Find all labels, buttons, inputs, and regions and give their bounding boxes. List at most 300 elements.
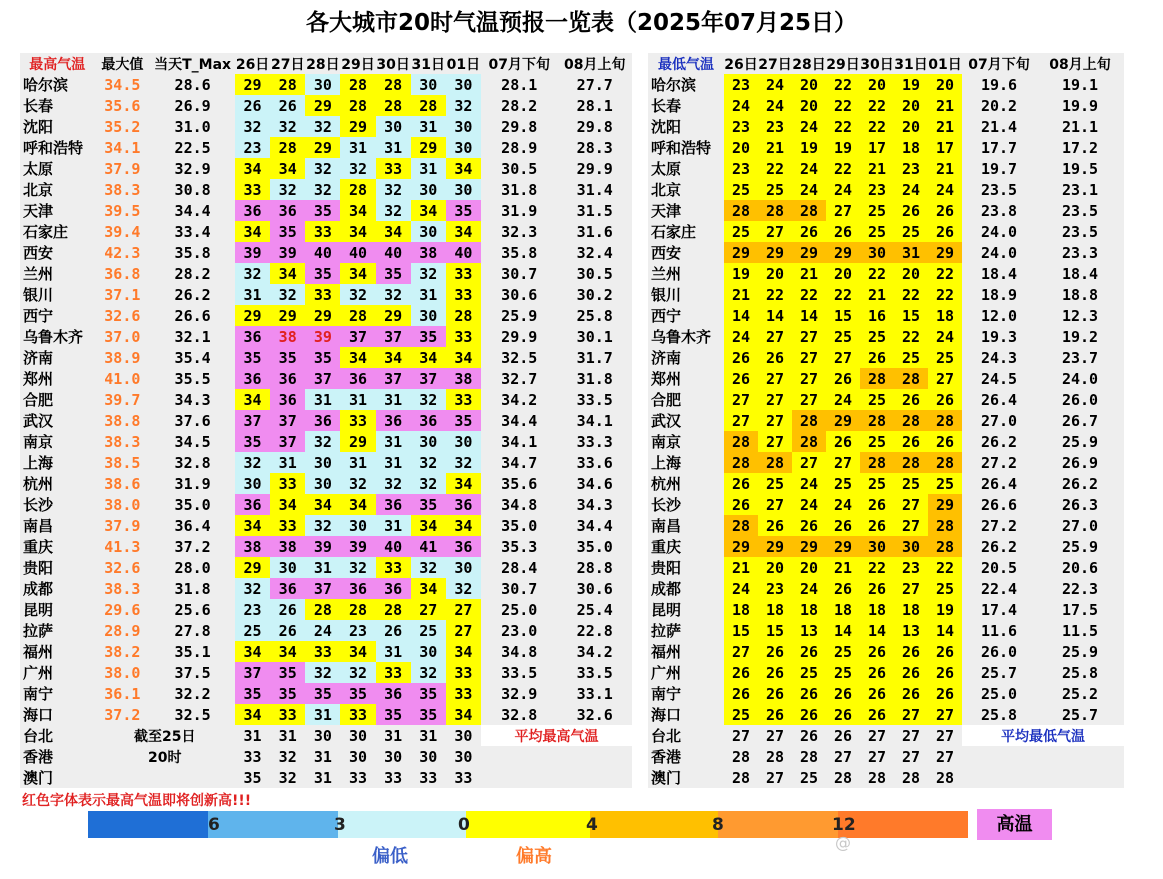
forecast-cell: 23 — [894, 557, 928, 578]
forecast-cell: 29 — [792, 536, 826, 557]
table-row — [20, 326, 632, 347]
forecast-cell: 25 — [758, 473, 792, 494]
forecast-cell: 34 — [376, 221, 411, 242]
forecast-cell: 32 — [411, 557, 446, 578]
forecast-cell: 31 — [376, 137, 411, 158]
city-name: 西安 — [648, 242, 724, 263]
forecast-cell: 30 — [446, 137, 481, 158]
forecast-cell: 34 — [411, 200, 446, 221]
forecast-cell: 22 — [894, 326, 928, 347]
forecast-cell: 26 — [928, 200, 962, 221]
forecast-cell: 32 — [340, 662, 375, 683]
forecast-cell: 24 — [758, 95, 792, 116]
forecast-cell: 23 — [724, 74, 758, 95]
table-row — [648, 368, 1124, 389]
forecast-cell: 26 — [928, 662, 962, 683]
scale-tick: 12 — [832, 815, 856, 835]
forecast-cell: 28 — [758, 200, 792, 221]
forecast-cell: 33 — [446, 389, 481, 410]
forecast-cell: 23 — [724, 116, 758, 137]
city-name: 乌鲁木齐 — [20, 326, 94, 347]
forecast-cell: 25 — [928, 473, 962, 494]
forecast-cell: 35 — [411, 494, 446, 515]
today-tmax: 35.8 — [150, 242, 235, 263]
forecast-cell: 32 — [411, 389, 446, 410]
forecast-cell: 29 — [305, 305, 340, 326]
forecast-cell: 25 — [894, 473, 928, 494]
forecast-cell: 32 — [411, 452, 446, 473]
forecast-cell: 33 — [305, 641, 340, 662]
forecast-cell: 37 — [340, 326, 375, 347]
forecast-cell: 28 — [928, 410, 962, 431]
city-name: 呼和浩特 — [648, 137, 724, 158]
city-name: 哈尔滨 — [20, 74, 94, 95]
late-july-avg: 20.2 — [962, 95, 1036, 116]
min-temp-table — [648, 53, 1124, 788]
table-row — [648, 242, 1124, 263]
forecast-cell: 26 — [376, 620, 411, 641]
city-name: 昆明 — [648, 599, 724, 620]
forecast-cell: 32 — [376, 473, 411, 494]
table-row — [648, 494, 1124, 515]
forecast-cell: 27 — [826, 746, 860, 767]
today-tmax: 32.9 — [150, 158, 235, 179]
max-value: 39.7 — [94, 389, 150, 410]
city-name: 南昌 — [648, 515, 724, 536]
table-row — [20, 347, 632, 368]
early-aug-avg: 12.3 — [1036, 305, 1124, 326]
forecast-cell: 26 — [826, 431, 860, 452]
forecast-cell: 26 — [758, 347, 792, 368]
forecast-cell: 30 — [411, 746, 446, 767]
forecast-cell: 34 — [235, 641, 270, 662]
late-july-avg: 29.9 — [481, 326, 558, 347]
max-value: 39.4 — [94, 221, 150, 242]
city-name: 南宁 — [648, 683, 724, 704]
forecast-cell: 29 — [376, 305, 411, 326]
table-row — [648, 641, 1124, 662]
forecast-cell: 28 — [894, 452, 928, 473]
early-aug-avg: 28.8 — [557, 557, 632, 578]
forecast-cell: 26 — [792, 515, 826, 536]
forecast-cell: 33 — [446, 767, 481, 788]
forecast-cell: 28 — [758, 746, 792, 767]
forecast-cell: 26 — [758, 641, 792, 662]
forecast-cell: 27 — [411, 599, 446, 620]
forecast-cell: 26 — [826, 368, 860, 389]
early-aug-avg: 30.1 — [557, 326, 632, 347]
forecast-cell: 35 — [411, 704, 446, 725]
early-aug-avg: 31.5 — [557, 200, 632, 221]
city-name: 贵阳 — [648, 557, 724, 578]
forecast-cell: 24 — [792, 578, 826, 599]
forecast-cell: 32 — [270, 746, 305, 767]
forecast-cell: 25 — [826, 662, 860, 683]
city-name: 上海 — [20, 452, 94, 473]
today-tmax: 32.8 — [150, 452, 235, 473]
table-row — [648, 305, 1124, 326]
early-aug-avg: 30.6 — [557, 578, 632, 599]
forecast-cell: 13 — [792, 620, 826, 641]
forecast-cell: 26 — [724, 683, 758, 704]
city-name: 兰州 — [20, 263, 94, 284]
column-header: 当天T_Max — [150, 53, 235, 74]
forecast-cell: 34 — [446, 221, 481, 242]
city-name: 成都 — [648, 578, 724, 599]
forecast-cell: 30 — [411, 221, 446, 242]
late-july-avg: 18.9 — [962, 284, 1036, 305]
forecast-cell: 26 — [928, 641, 962, 662]
forecast-cell: 36 — [340, 578, 375, 599]
forecast-cell: 36 — [270, 368, 305, 389]
forecast-cell: 25 — [826, 473, 860, 494]
column-header: 08月上旬 — [1036, 53, 1124, 74]
late-july-avg: 28.1 — [481, 74, 558, 95]
forecast-cell: 25 — [724, 704, 758, 725]
column-header: 07月下旬 — [481, 53, 558, 74]
table-row — [20, 599, 632, 620]
forecast-cell: 26 — [724, 494, 758, 515]
forecast-cell: 35 — [411, 683, 446, 704]
today-tmax: 37.6 — [150, 410, 235, 431]
forecast-cell: 27 — [758, 431, 792, 452]
forecast-cell: 15 — [758, 620, 792, 641]
early-aug-avg: 25.4 — [557, 599, 632, 620]
forecast-cell: 18 — [894, 599, 928, 620]
early-aug-avg: 26.2 — [1036, 473, 1124, 494]
forecast-cell: 34 — [446, 473, 481, 494]
forecast-cell: 23 — [758, 578, 792, 599]
late-july-avg: 35.0 — [481, 515, 558, 536]
city-name: 石家庄 — [20, 221, 94, 242]
forecast-cell: 40 — [376, 242, 411, 263]
forecast-cell: 25 — [724, 179, 758, 200]
late-july-avg: 31.8 — [481, 179, 558, 200]
forecast-cell: 20 — [894, 116, 928, 137]
forecast-cell: 25 — [860, 221, 894, 242]
forecast-cell: 37 — [270, 410, 305, 431]
city-name: 重庆 — [20, 536, 94, 557]
hot-label-box: 高温 — [977, 809, 1052, 840]
forecast-cell: 26 — [860, 662, 894, 683]
scale-segment-blue — [208, 811, 338, 838]
today-tmax: 35.0 — [150, 494, 235, 515]
forecast-cell: 31 — [340, 452, 375, 473]
late-july-avg: 27.0 — [962, 410, 1036, 431]
max-value: 37.1 — [94, 284, 150, 305]
forecast-cell: 24 — [826, 179, 860, 200]
forecast-cell: 27 — [758, 368, 792, 389]
forecast-cell: 30 — [340, 725, 375, 746]
forecast-cell: 35 — [446, 410, 481, 431]
forecast-cell: 30 — [446, 557, 481, 578]
early-aug-avg: 32.6 — [557, 704, 632, 725]
forecast-cell: 37 — [411, 368, 446, 389]
forecast-cell: 26 — [826, 515, 860, 536]
forecast-cell: 23 — [724, 158, 758, 179]
forecast-cell: 36 — [305, 410, 340, 431]
late-july-avg: 26.2 — [962, 536, 1036, 557]
forecast-cell: 29 — [305, 137, 340, 158]
early-aug-avg: 23.3 — [1036, 242, 1124, 263]
today-tmax: 31.8 — [150, 578, 235, 599]
early-aug-avg: 17.5 — [1036, 599, 1124, 620]
forecast-cell: 18 — [894, 137, 928, 158]
forecast-cell: 25 — [826, 641, 860, 662]
city-name: 台北 — [648, 725, 724, 746]
table-row — [648, 347, 1124, 368]
late-july-avg: 20.5 — [962, 557, 1036, 578]
forecast-cell: 38 — [411, 242, 446, 263]
early-aug-avg: 31.8 — [557, 368, 632, 389]
forecast-cell: 14 — [792, 305, 826, 326]
forecast-cell: 36 — [376, 578, 411, 599]
forecast-cell: 14 — [860, 620, 894, 641]
forecast-cell: 25 — [235, 620, 270, 641]
early-aug-avg: 23.1 — [1036, 179, 1124, 200]
late-july-avg: 23.0 — [481, 620, 558, 641]
forecast-cell: 28 — [446, 305, 481, 326]
forecast-cell: 26 — [894, 431, 928, 452]
forecast-cell: 24 — [792, 494, 826, 515]
early-aug-avg: 26.9 — [1036, 452, 1124, 473]
forecast-cell: 36 — [235, 326, 270, 347]
forecast-cell: 26 — [758, 662, 792, 683]
column-header: 最高气温 — [20, 53, 94, 74]
city-name: 拉萨 — [648, 620, 724, 641]
forecast-cell: 26 — [928, 221, 962, 242]
forecast-cell: 34 — [235, 515, 270, 536]
max-value: 37.2 — [94, 704, 150, 725]
forecast-cell: 22 — [860, 116, 894, 137]
today-tmax: 37.2 — [150, 536, 235, 557]
city-name: 海口 — [648, 704, 724, 725]
early-aug-avg: 18.4 — [1036, 263, 1124, 284]
late-july-avg: 34.4 — [481, 410, 558, 431]
forecast-cell: 34 — [446, 641, 481, 662]
forecast-cell: 34 — [305, 494, 340, 515]
table-row — [648, 263, 1124, 284]
city-name: 合肥 — [20, 389, 94, 410]
forecast-cell: 31 — [376, 389, 411, 410]
forecast-cell: 24 — [826, 389, 860, 410]
scale-segment-yellow — [466, 811, 590, 838]
column-header: 最低气温 — [648, 53, 724, 74]
table-row — [20, 263, 632, 284]
forecast-cell: 31 — [305, 557, 340, 578]
forecast-cell: 27 — [792, 389, 826, 410]
city-name: 澳门 — [20, 767, 94, 788]
table-row — [648, 284, 1124, 305]
avg-min-label: 平均最低气温 — [962, 725, 1124, 746]
early-aug-avg: 28.1 — [557, 95, 632, 116]
forecast-cell: 34 — [270, 158, 305, 179]
forecast-cell: 36 — [446, 494, 481, 515]
today-tmax: 28.0 — [150, 557, 235, 578]
forecast-cell: 17 — [860, 137, 894, 158]
forecast-cell: 18 — [860, 599, 894, 620]
forecast-cell: 32 — [235, 578, 270, 599]
forecast-cell: 28 — [376, 599, 411, 620]
today-tmax: 33.4 — [150, 221, 235, 242]
forecast-cell: 34 — [235, 221, 270, 242]
forecast-cell: 33 — [235, 179, 270, 200]
forecast-cell: 27 — [758, 494, 792, 515]
forecast-cell: 24 — [894, 179, 928, 200]
forecast-cell: 35 — [305, 263, 340, 284]
forecast-cell: 23 — [860, 179, 894, 200]
city-name: 拉萨 — [20, 620, 94, 641]
early-aug-avg: 25.8 — [1036, 662, 1124, 683]
forecast-cell: 34 — [411, 578, 446, 599]
forecast-cell: 39 — [235, 242, 270, 263]
column-header: 29日 — [340, 53, 375, 74]
forecast-cell: 32 — [446, 578, 481, 599]
early-aug-avg: 18.8 — [1036, 284, 1124, 305]
max-value: 32.6 — [94, 305, 150, 326]
forecast-cell: 33 — [446, 263, 481, 284]
forecast-cell: 34 — [270, 494, 305, 515]
forecast-cell: 32 — [340, 557, 375, 578]
late-july-avg: 28.2 — [481, 95, 558, 116]
city-name: 西宁 — [648, 305, 724, 326]
forecast-cell: 32 — [376, 284, 411, 305]
forecast-cell: 18 — [928, 305, 962, 326]
late-july-avg: 25.9 — [481, 305, 558, 326]
city-name: 银川 — [648, 284, 724, 305]
forecast-cell: 32 — [411, 263, 446, 284]
early-aug-avg: 28.3 — [557, 137, 632, 158]
forecast-cell: 33 — [270, 473, 305, 494]
extra-row — [20, 767, 632, 788]
forecast-cell: 26 — [792, 725, 826, 746]
forecast-cell: 22 — [928, 284, 962, 305]
forecast-cell: 35 — [235, 767, 270, 788]
forecast-cell: 26 — [792, 641, 826, 662]
forecast-cell: 30 — [376, 116, 411, 137]
forecast-cell: 26 — [894, 641, 928, 662]
city-name: 广州 — [20, 662, 94, 683]
max-value: 38.6 — [94, 473, 150, 494]
max-value: 35.2 — [94, 116, 150, 137]
forecast-cell: 20 — [894, 95, 928, 116]
forecast-cell: 28 — [340, 599, 375, 620]
forecast-cell: 28 — [758, 452, 792, 473]
column-header: 31日 — [894, 53, 928, 74]
forecast-cell: 34 — [340, 347, 375, 368]
city-name: 西宁 — [20, 305, 94, 326]
forecast-cell: 21 — [860, 284, 894, 305]
today-tmax: 26.9 — [150, 95, 235, 116]
early-aug-avg: 33.3 — [557, 431, 632, 452]
forecast-cell: 29 — [758, 242, 792, 263]
max-temp-table — [20, 53, 632, 788]
late-july-avg: 34.7 — [481, 452, 558, 473]
forecast-cell: 34 — [270, 263, 305, 284]
forecast-cell: 27 — [928, 725, 962, 746]
city-name: 郑州 — [648, 368, 724, 389]
forecast-cell: 33 — [446, 326, 481, 347]
forecast-cell: 35 — [270, 662, 305, 683]
forecast-cell: 30 — [446, 116, 481, 137]
forecast-cell: 24 — [792, 158, 826, 179]
column-header: 26日 — [724, 53, 758, 74]
forecast-cell: 27 — [894, 704, 928, 725]
forecast-cell: 30 — [305, 452, 340, 473]
forecast-cell: 26 — [235, 95, 270, 116]
forecast-cell: 31 — [235, 725, 270, 746]
city-name: 福州 — [20, 641, 94, 662]
forecast-cell: 28 — [792, 746, 826, 767]
early-aug-avg: 29.8 — [557, 116, 632, 137]
early-aug-avg: 32.4 — [557, 242, 632, 263]
forecast-cell: 23 — [235, 599, 270, 620]
forecast-cell: 24 — [724, 578, 758, 599]
table-row — [20, 557, 632, 578]
today-tmax: 32.1 — [150, 326, 235, 347]
forecast-cell: 29 — [235, 74, 270, 95]
forecast-cell: 26 — [270, 599, 305, 620]
forecast-cell: 24 — [724, 95, 758, 116]
extra-row — [648, 767, 1124, 788]
early-aug-avg: 21.1 — [1036, 116, 1124, 137]
forecast-cell: 24 — [305, 620, 340, 641]
forecast-cell: 32 — [446, 95, 481, 116]
forecast-cell: 30 — [411, 179, 446, 200]
forecast-cell: 22 — [826, 95, 860, 116]
table-row — [20, 494, 632, 515]
forecast-cell: 26 — [826, 578, 860, 599]
forecast-cell: 25 — [894, 221, 928, 242]
forecast-cell: 29 — [235, 557, 270, 578]
forecast-cell: 27 — [826, 452, 860, 473]
forecast-cell: 36 — [235, 368, 270, 389]
city-name: 南京 — [20, 431, 94, 452]
early-aug-avg: 29.9 — [557, 158, 632, 179]
late-july-avg: 11.6 — [962, 620, 1036, 641]
table-row — [648, 410, 1124, 431]
forecast-cell: 36 — [376, 410, 411, 431]
forecast-cell: 35 — [411, 326, 446, 347]
forecast-cell: 24 — [792, 179, 826, 200]
city-name: 昆明 — [20, 599, 94, 620]
forecast-cell: 21 — [724, 557, 758, 578]
table-row — [648, 179, 1124, 200]
forecast-cell: 29 — [792, 242, 826, 263]
forecast-cell: 28 — [928, 536, 962, 557]
forecast-cell: 33 — [340, 410, 375, 431]
forecast-cell: 28 — [340, 74, 375, 95]
forecast-cell: 37 — [376, 326, 411, 347]
forecast-cell: 31 — [376, 725, 411, 746]
late-july-avg: 28.9 — [481, 137, 558, 158]
scale-segment-orange — [718, 811, 838, 838]
late-july-avg: 24.0 — [962, 242, 1036, 263]
max-value: 38.0 — [94, 662, 150, 683]
scale-tick: 0 — [458, 815, 470, 835]
forecast-cell: 26 — [724, 473, 758, 494]
forecast-cell: 24 — [826, 494, 860, 515]
forecast-cell: 32 — [376, 200, 411, 221]
city-name: 乌鲁木齐 — [648, 326, 724, 347]
forecast-cell: 26 — [826, 221, 860, 242]
forecast-cell: 29 — [826, 242, 860, 263]
forecast-cell: 23 — [340, 620, 375, 641]
forecast-cell: 22 — [758, 284, 792, 305]
forecast-cell: 35 — [340, 683, 375, 704]
forecast-cell: 31 — [411, 284, 446, 305]
column-header: 29日 — [826, 53, 860, 74]
